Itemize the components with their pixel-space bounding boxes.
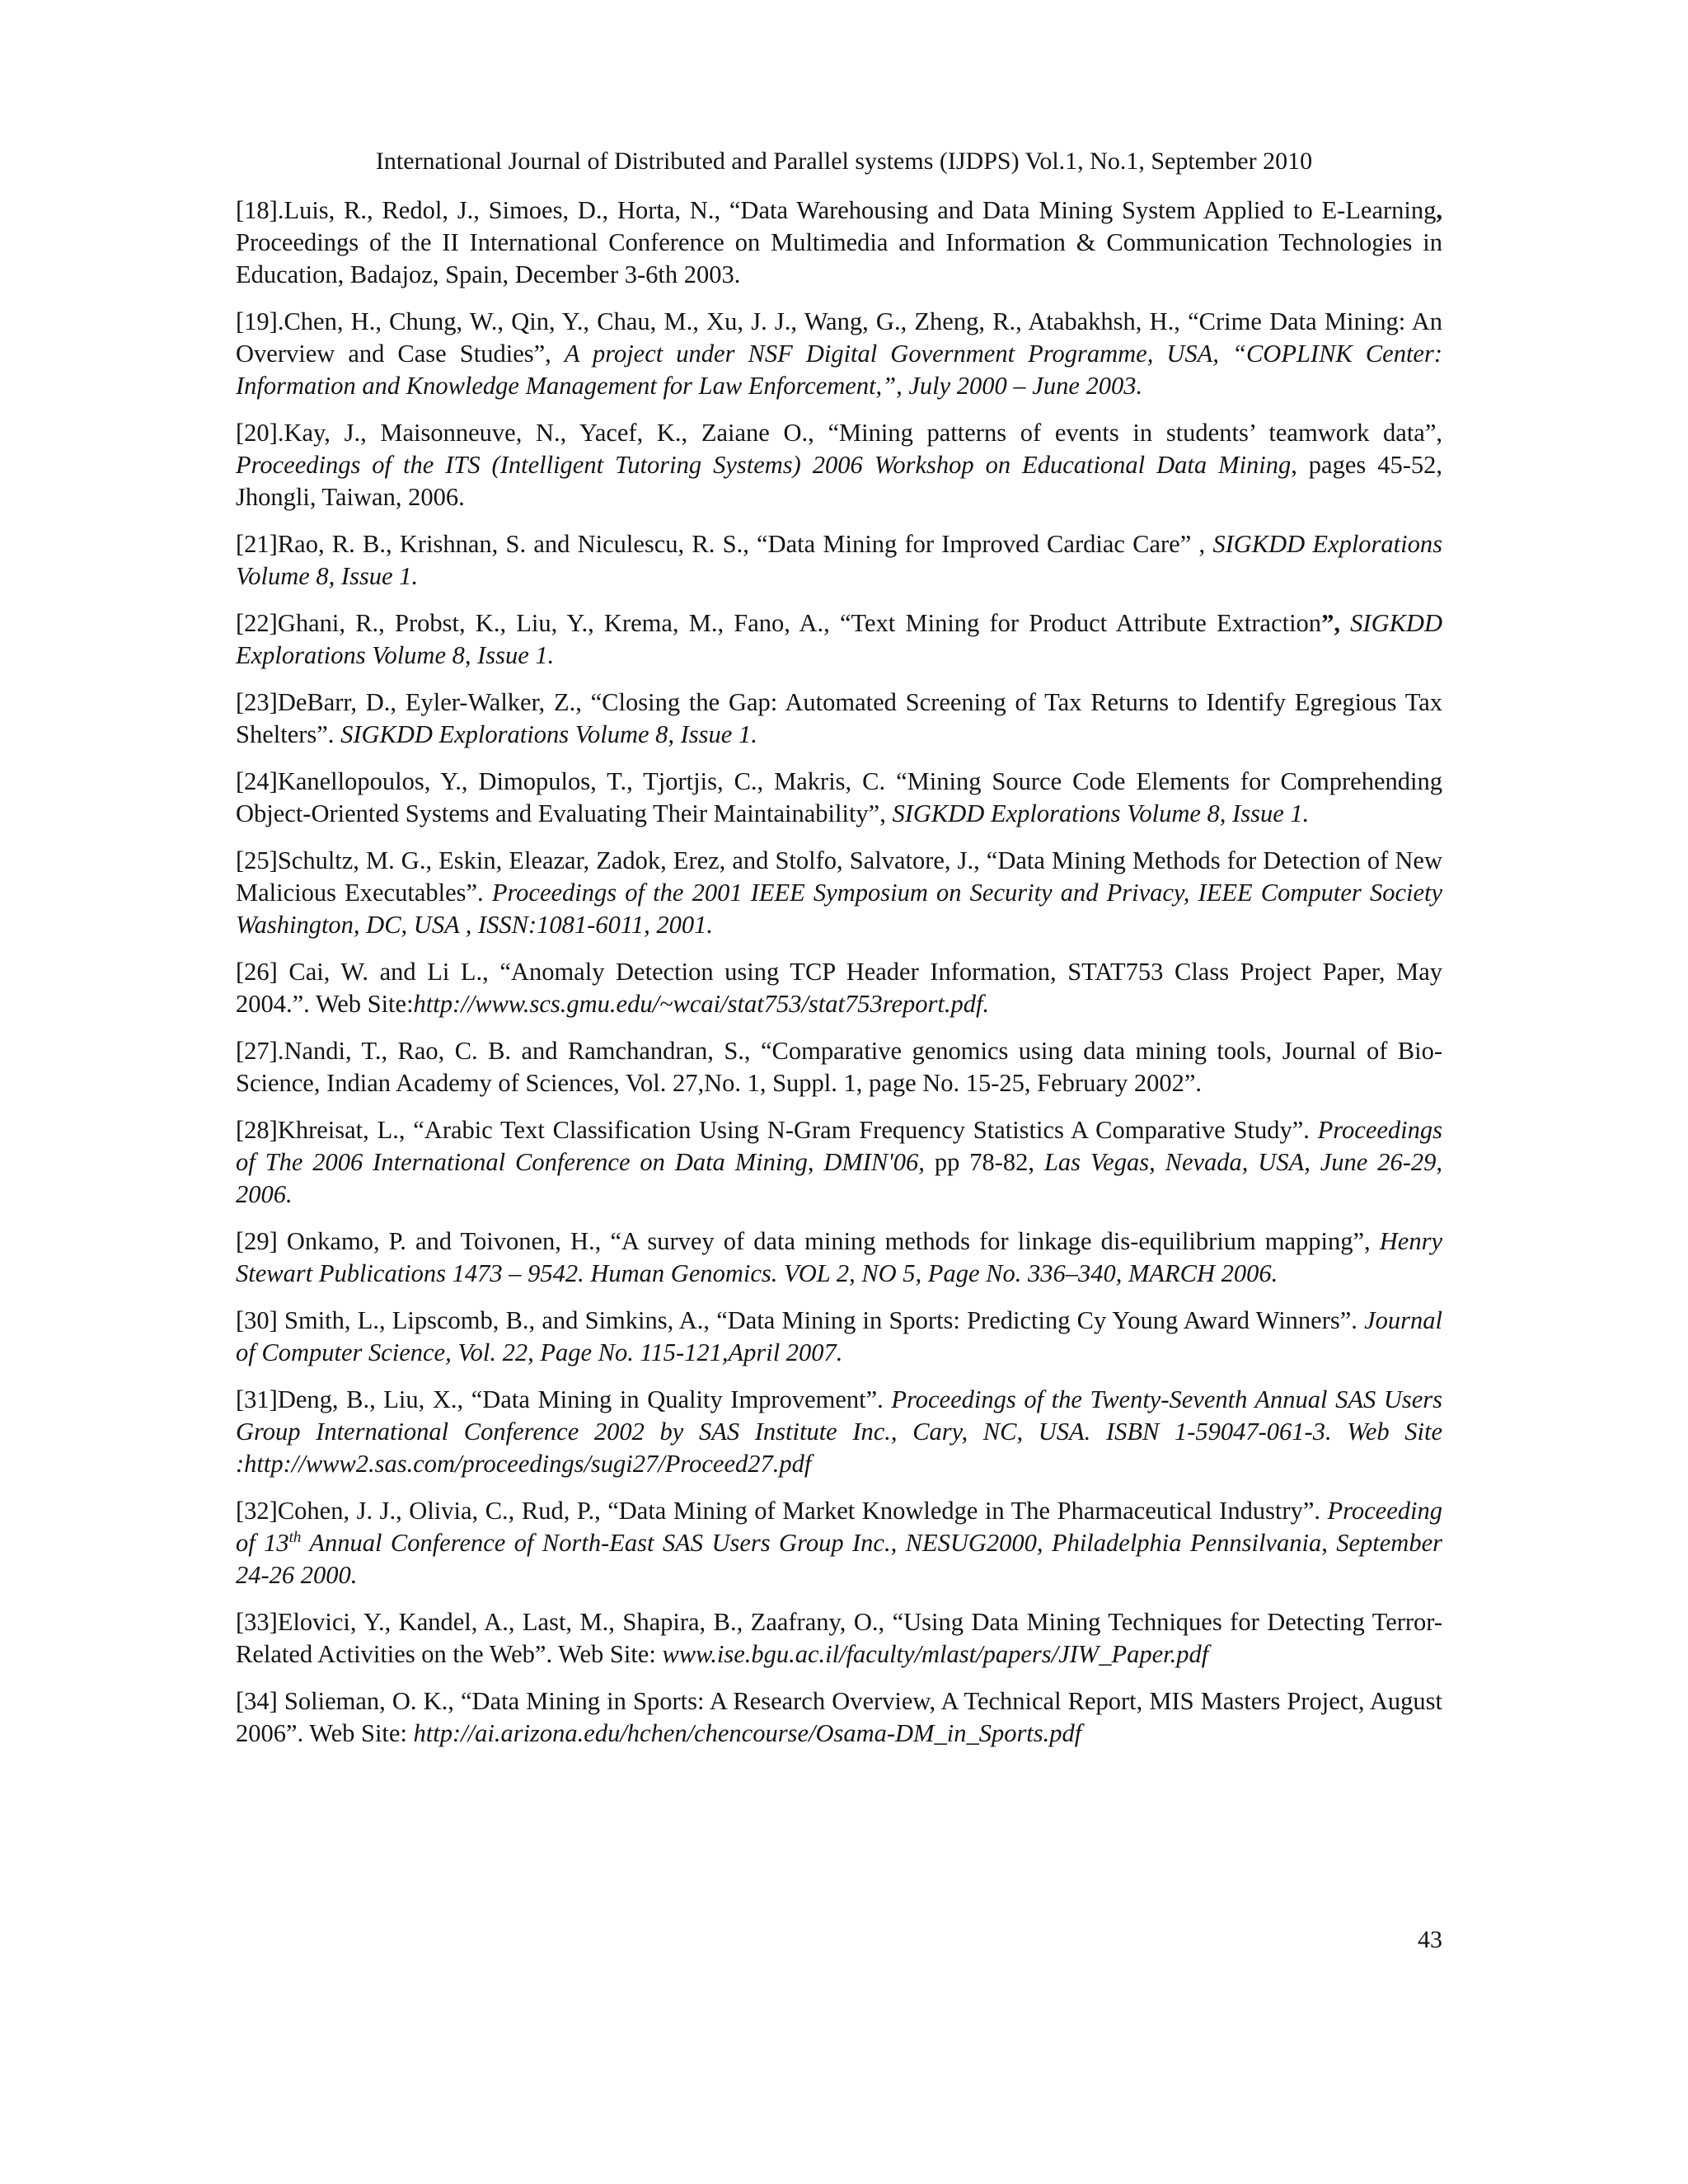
reference-31: [31]Deng, B., Liu, X., “Data Mining in Quality Improvement”. Proceedings of the Twenty-Seventh Annual SAS Users Group International Conference 2002 by SAS Institute Inc., Cary, NC, USA. ISBN 1-59047-061-3. Web Site :http://www2.sas.com/proceedings/sugi27/Proceed27.pdf	[236, 1385, 1443, 1478]
reference-30: [30] Smith, L., Lipscomb, B., and Simkins, A., “Data Mining in Sports: Predicting Cy Young Award Winners”. Journal of Computer Science, Vol. 22, Page No. 115-121,April 2007.	[236, 1306, 1442, 1366]
reference-list	[236, 194, 1442, 1765]
page-number: 43	[1418, 1926, 1442, 1953]
reference-20: [20].Kay, J., Maisonneuve, N., Yacef, K., Zaiane O., “Mining patterns of events in students’ teamwork data”, Proceedings of the ITS (Intelligent Tutoring Systems) 2006 Workshop on Educational Data Mining, pages 45-52, Jhongli, Taiwan, 2006.	[236, 419, 1442, 511]
reference-24: [24]Kanellopoulos, Y., Dimopulos, T., Tjortjis, C., Makris, C. “Mining Source Code Elements for Comprehending Object-Oriented Systems and Evaluating Their Maintainability”, SIGKDD Explorations Volume 8, Issue 1.	[236, 767, 1442, 827]
reference-28: [28]Khreisat, L., “Arabic Text Classification Using N-Gram Frequency Statistics A Comparative Study”. Proceedings of The 2006 International Conference on Data Mining, DMIN'06, pp 78-82, Las Vegas, Nevada, USA, June 26-29, 2006.	[236, 1116, 1442, 1208]
reference-21: [21]Rao, R. B., Krishnan, S. and Niculescu, R. S., “Data Mining for Improved Cardiac Care” , SIGKDD Explorations Volume 8, Issue 1.	[236, 530, 1442, 590]
reference-34: [34] Solieman, O. K., “Data Mining in Sports: A Research Overview, A Technical Report, MIS Masters Project, August 2006”. Web Site: http://ai.arizona.edu/hchen/chencourse/Osama-DM_in_Sports.pdf	[236, 1687, 1442, 1747]
reference-26: [26] Cai, W. and Li L., “Anomaly Detection using TCP Header Information, STAT753 Class Project Paper, May 2004.”. Web Site:http://www.scs.gmu.edu/~wcai/stat753/stat753report.pdf.	[236, 958, 1442, 1018]
reference-19: [19].Chen, H., Chung, W., Qin, Y., Chau, M., Xu, J. J., Wang, G., Zheng, R., Atabakhsh, H., “Crime Data Mining: An Overview and Case Studies”, A project under NSF Digital Government Programme, USA, “COPLINK Center: Information and Knowledge Management for Law Enforcement,”, July 2000 – June 2003.	[236, 307, 1442, 400]
reference-33: [33]Elovici, Y., Kandel, A., Last, M., Shapira, B., Zaafrany, O., “Using Data Mining Techniques for Detecting Terror-Related Activities on the Web”. Web Site: www.ise.bgu.ac.il/faculty/mlast/papers/JIW_Paper.pdf	[236, 1608, 1442, 1668]
reference-32: [32]Cohen, J. J., Olivia, C., Rud, P., “Data Mining of Market Knowledge in The Pharmaceutical Industry”. Proceeding of 13th Annual Conference of North-East SAS Users Group Inc., NESUG2000, Philadelphia Pennsilvania, September 24-26 2000.	[236, 1497, 1442, 1589]
reference-25: [25]Schultz, M. G., Eskin, Eleazar, Zadok, Erez, and Stolfo, Salvatore, J., “Data Mining Methods for Detection of New Malicious Executables”. Proceedings of the 2001 IEEE Symposium on Security and Privacy, IEEE Computer Society Washington, DC, USA , ISSN:1081-6011, 2001.	[236, 846, 1443, 939]
reference-29: [29] Onkamo, P. and Toivonen, H., “A survey of data mining methods for linkage dis-equilibrium mapping”, Henry Stewart Publications 1473 – 9542. Human Genomics. VOL 2, NO 5, Page No. 336–340, MARCH 2006.	[236, 1227, 1442, 1287]
reference-22: [22]Ghani, R., Probst, K., Liu, Y., Krema, M., Fano, A., “Text Mining for Product Attribute Extraction”, SIGKDD Explorations Volume 8, Issue 1.	[236, 609, 1442, 669]
reference-18: [18].Luis, R., Redol, J., Simoes, D., Horta, N., “Data Warehousing and Data Mining System Applied to E-Learning, Proceedings of the II International Conference on Multimedia and Information & Communication Technologies in Education, Badajoz, Spain, December 3-6th 2003.	[236, 196, 1442, 288]
reference-23: [23]DeBarr, D., Eyler-Walker, Z., “Closing the Gap: Automated Screening of Tax Returns to Identify Egregious Tax Shelters”. SIGKDD Explorations Volume 8, Issue 1.	[236, 688, 1442, 748]
running-header: International Journal of Distributed and Parallel systems (IJDPS) Vol.1, No.1, September 2010	[375, 148, 1313, 175]
reference-27: [27].Nandi, T., Rao, C. B. and Ramchandran, S., “Comparative genomics using data mining tools, Journal of Bio-Science, Indian Academy of Sciences, Vol. 27,No. 1, Suppl. 1, page No. 15-25, February 2002”.	[236, 1037, 1442, 1097]
